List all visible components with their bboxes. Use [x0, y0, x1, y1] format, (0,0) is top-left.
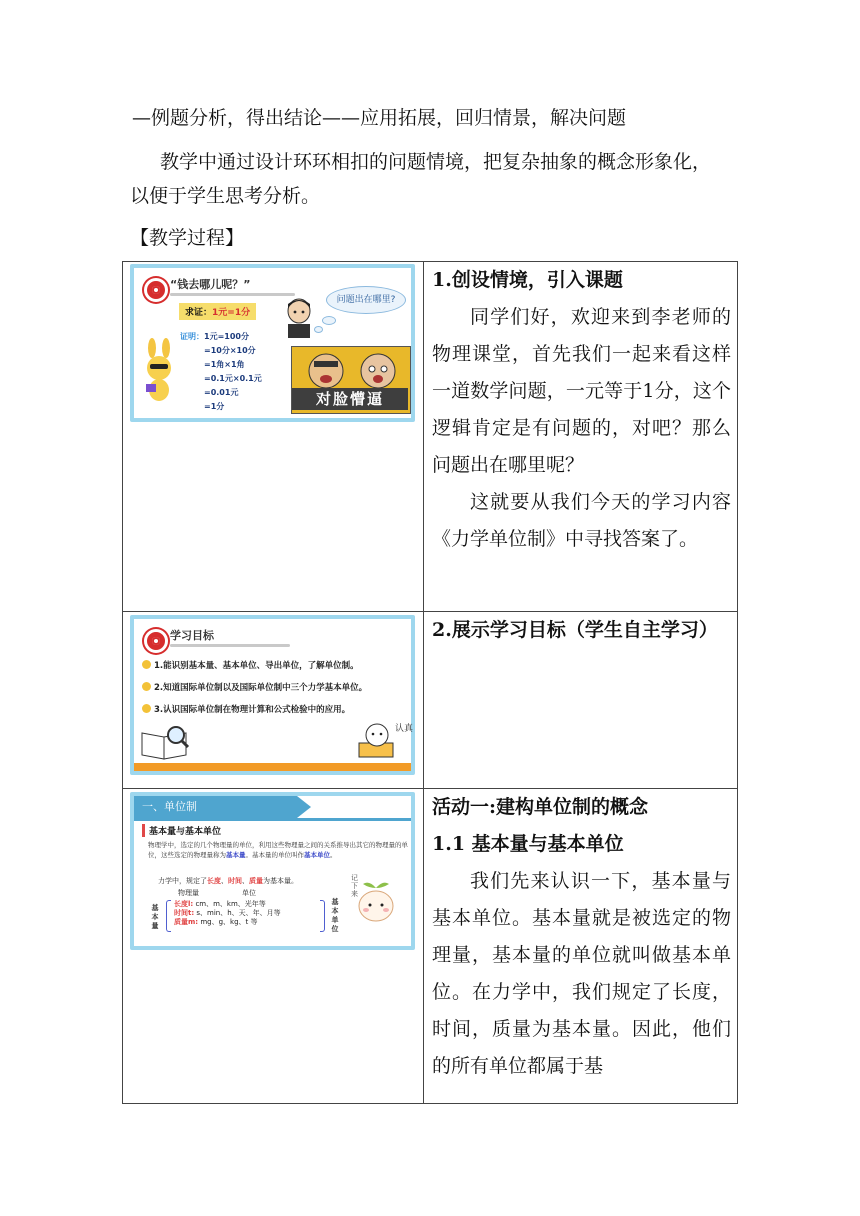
table-row — [123, 262, 738, 612]
proof-line: =10分×10分 — [204, 346, 256, 355]
column-header-quantity: 物理量 — [178, 889, 199, 897]
step-title: 1.创设情境，引入课题 — [431, 269, 623, 291]
step-subtitle: 1.1 基本量与基本单位 — [431, 833, 624, 855]
left-brace — [166, 900, 171, 932]
proof-line: =1角×1角 — [204, 360, 245, 369]
highlight-term: 长度 — [207, 877, 221, 885]
slide-cell — [123, 262, 424, 612]
sprout-mascot-illustration — [355, 878, 397, 922]
table-row — [123, 612, 738, 789]
basic-quantity-label: 基本量 — [151, 904, 159, 930]
thought-dot — [322, 316, 336, 325]
body-text: 为基本量。 — [263, 877, 298, 885]
text-cell — [423, 262, 737, 612]
title-underline — [170, 644, 290, 647]
ground-stripe — [134, 763, 411, 771]
slide-learning-goals — [130, 615, 415, 775]
goal-item — [142, 703, 350, 715]
goal-text: 2.知道国际单位制以及国际单位制中三个力学基本单位。 — [154, 683, 368, 693]
quantity-units: mg、g、kg、t 等 — [200, 918, 258, 926]
step-title: 活动一:建构单位制的概念 — [431, 796, 648, 818]
body-text: 物理学中，选定的几个物理量的单位，利用这些物理量之间的关系推导出其它的物理量的单位，这些选定的物理量称为 — [148, 841, 408, 859]
proof-steps — [180, 330, 262, 414]
proof-line: =0.01元 — [204, 388, 239, 397]
basic-unit-label: 基本单位 — [331, 898, 339, 933]
slide-header: 一、单位制 — [134, 796, 297, 818]
smiley-icon — [142, 660, 151, 669]
slide-money-puzzle — [130, 264, 415, 422]
text-cell — [423, 789, 737, 1104]
step-title: 2.展示学习目标（学生自主学习） — [431, 619, 718, 641]
question-value: 1元=1分 — [212, 308, 251, 318]
column-header-unit: 单位 — [242, 889, 256, 897]
target-icon — [144, 629, 168, 653]
goal-text: 3.认识国际单位制在物理计算和公式检验中的应用。 — [154, 705, 351, 715]
paragraph: 这就要从我们今天的学习内容《力学单位制》中寻找答案了。 — [431, 491, 731, 550]
comic-caption: 对脸懵逼 — [292, 388, 408, 410]
studying-cat-illustration — [357, 717, 413, 761]
paragraph: 我们先来认识一下，基本量与基本单位。基本量就是被选定的物理量，基本量的单位就叫做基本单位。在力学中，我们规定了长度，时间，质量为基本量。因此，他们的所有单位都属于基 — [431, 870, 731, 1077]
quantity-name: 质量m: — [174, 918, 199, 926]
intro-line-3: 以便于学生思考分析。 — [130, 185, 321, 207]
paragraph: 同学们好，欢迎来到李老师的物理课堂，首先我们一起来看这样一道数学问题，一元等于1分，这个逻辑肯定是有问题的，对吧？那么问题出在哪里呢？ — [431, 306, 731, 476]
slide-body — [148, 840, 410, 860]
goal-text: 1.能识别基本量、基本单位、导出单位，了解单位制。 — [154, 661, 359, 671]
quantity-name: 长度l: — [174, 900, 194, 908]
rule-line: 力学中，规定了长度、时间、质量为基本量。 — [158, 877, 298, 885]
goal-item — [142, 681, 367, 693]
smiley-icon — [142, 704, 151, 713]
body-text: 力学中，规定了 — [158, 877, 207, 885]
slide-cell — [123, 789, 424, 1104]
question-label: 求证： — [185, 308, 213, 318]
section-heading: 【教学过程】 — [130, 227, 245, 249]
body-text: 。基本量的单位叫作 — [245, 851, 304, 859]
thinking-man-illustration — [284, 298, 314, 338]
thought-bubble: 问题出在哪里? — [326, 286, 406, 314]
question-box — [179, 303, 256, 320]
proof-line: 1元=100分 — [204, 332, 249, 341]
slide-unit-system — [130, 792, 415, 950]
table-row — [123, 789, 738, 1104]
proof-line: =0.1元×0.1元 — [204, 374, 262, 383]
slide-subtitle: 基本量与基本单位 — [142, 824, 221, 837]
book-magnifier-icon — [140, 721, 190, 761]
note-text: 记下来 — [350, 874, 358, 898]
quantity-units: s、min、h、天、年、月等 — [196, 909, 281, 917]
intro-line-1: —例题分析，得出结论——应用拓展，回归情景，解决问题 — [132, 107, 627, 129]
proof-line: =1分 — [204, 402, 225, 411]
badge-text: 认真 — [394, 724, 413, 734]
quantity-name: 时间t: — [174, 909, 195, 917]
slide-cell — [123, 612, 424, 789]
highlight-term: 质量 — [249, 877, 263, 885]
highlight-term: 基本量 — [226, 851, 246, 859]
quantity-list — [174, 900, 281, 927]
smiley-icon — [142, 682, 151, 691]
title-underline — [170, 293, 295, 296]
body-text: 。 — [330, 851, 337, 859]
highlight-term: 基本单位 — [304, 851, 330, 859]
text-cell — [423, 612, 737, 789]
highlight-term: 时间 — [228, 877, 242, 885]
target-icon — [144, 278, 168, 302]
right-brace — [320, 900, 325, 932]
bunny-illustration — [142, 338, 176, 402]
slide-title: 学习目标 — [170, 629, 214, 642]
quantity-units: cm、m、km、光年等 — [195, 900, 266, 908]
header-stripe — [134, 818, 411, 821]
slide-title: “钱去哪儿呢？” — [170, 278, 251, 291]
goal-item — [142, 659, 359, 671]
thought-dot — [314, 326, 323, 333]
lesson-process-table — [122, 261, 738, 1104]
proof-label: 证明： — [180, 332, 204, 341]
intro-line-2: 教学中通过设计环环相扣的问题情境，把复杂抽象的概念形象化， — [160, 151, 712, 173]
